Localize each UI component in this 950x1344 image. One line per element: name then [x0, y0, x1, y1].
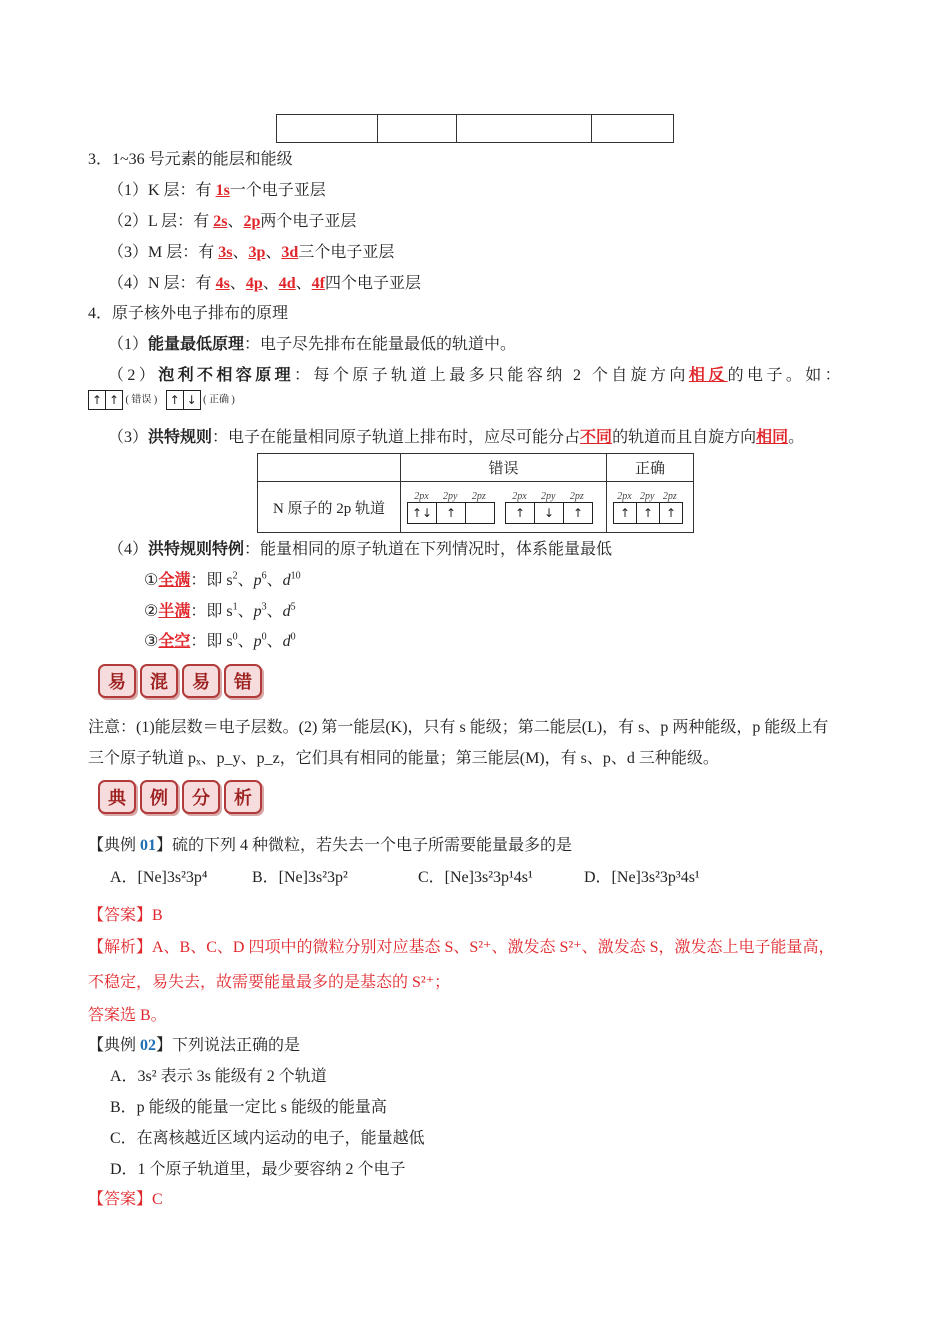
k-layer-line: （1）K 层：有 1s一个电子亚层 [108, 182, 326, 199]
hund-table [257, 453, 694, 533]
l-layer-line: （2）L 层：有 2s、2p两个电子亚层 [108, 213, 357, 230]
header-right: 正确 [607, 454, 694, 482]
wrong-orbital-2: ↑ ↓ ↑ [505, 502, 593, 524]
example2-option-c: C．在离核越近区域内运动的电子，能量越低 [110, 1130, 425, 1147]
section3-title: 3．1~36 号元素的能层和能级 [88, 151, 293, 168]
wrong-orbital-1: ↑↓ ↑ [407, 502, 495, 524]
n-layer-line: （4）N 层：有 4s、4p、4d、4f四个电子亚层 [108, 275, 421, 292]
example1-analysis-2: 不稳定，易失去，故需要能量最多的是基态的 S²⁺； [88, 974, 451, 991]
pauli-right-box: ↑ ↓ [166, 390, 201, 410]
lowest-energy-principle: （1）能量最低原理：电子尽先排布在能量最低的轨道中。 [108, 336, 517, 353]
badge-char: 错 [224, 664, 262, 698]
example2-question: 【典例 02】下列说法正确的是 [88, 1037, 301, 1054]
example1-analysis-3: 答案选 B。 [88, 1007, 167, 1024]
header-wrong: 错误 [401, 454, 607, 482]
row-label: N 原子的 2p 轨道 [258, 482, 401, 533]
pauli-example: ↑ ↑ ( 错误 ) ↑ ↓ ( 正确 ) [88, 390, 235, 410]
example1-analysis-1: 【解析】A、B、C、D 四项中的微粒分别对应基态 S、S²⁺、激发态 S²⁺、激发态 S，激发态上电子能量高， [88, 939, 835, 956]
case-half: ②半满：即 $s^1$、$p^3$、$d^5$ [144, 601, 296, 620]
example2-option-a: A．3s² 表示 3s 能级有 2 个轨道 [110, 1068, 327, 1085]
example2-option-d: D．1 个原子轨道里，最少要容纳 2 个电子 [110, 1161, 406, 1178]
case-full: ①全满：即 $s^2$、$p^6$、$d^{10}$ [144, 570, 301, 589]
note-line-1: 注意：(1)能层数＝电子层数。(2) 第一能层(K)，只有 s 能级；第二能层(L)，有 s、p 两种能级，p 能级上有 [88, 719, 829, 736]
example1-option-b: B．[Ne]3s²3p² [252, 869, 348, 886]
example-analysis-badge [98, 780, 262, 814]
badge-char: 混 [140, 664, 178, 698]
m-layer-line: （3）M 层：有 3s、3p、3d三个电子亚层 [108, 244, 395, 261]
example1-option-a: A．[Ne]3s²3p⁴ [110, 869, 208, 886]
example1-question: 【典例 01】硫的下列 4 种微粒，若失去一个电子所需要能量最多的是 [88, 837, 573, 854]
example1-answer: 【答案】B [88, 907, 163, 924]
badge-char: 易 [98, 664, 136, 698]
hund-special: （4）洪特规则特例：能量相同的原子轨道在下列情况时，体系能量最低 [108, 541, 613, 558]
badge-char: 易 [182, 664, 220, 698]
badge-char: 析 [224, 780, 262, 814]
pauli-principle: （2）泡利不相容原理：每个原子轨道上最多只能容纳 2 个自旋方向相反的电子。如： [108, 367, 845, 384]
badge-char: 分 [182, 780, 220, 814]
example1-option-d: D．[Ne]3s²3p³4s¹ [584, 869, 700, 886]
top-table-fragment [276, 114, 674, 143]
section4-title: 4．原子核外电子排布的原理 [88, 305, 289, 322]
pauli-wrong-box: ↑ ↑ [88, 390, 123, 410]
right-cell: 2px 2py 2pz ↑ ↑ ↑ [607, 482, 694, 533]
hund-rule: （3）洪特规则：电子在能量相同原子轨道上排布时，应尽可能分占不同的轨道而且自旋方向相同。 [108, 429, 805, 446]
badge-char: 例 [140, 780, 178, 814]
badge-char: 典 [98, 780, 136, 814]
right-orbital: ↑ ↑ ↑ [613, 502, 683, 524]
case-empty: ③全空：即 $s^0$、$p^0$、$d^0$ [144, 631, 296, 650]
example1-option-c: C．[Ne]3s²3p¹4s¹ [418, 869, 533, 886]
note-line-2: 三个原子轨道 pₓ、p_y、p_z，它们具有相同的能量；第三能层(M)，有 s、p、d 三种能级。 [88, 750, 719, 767]
wrong-cell: 2px 2py 2pz ↑↓ ↑ 2px 2py 2pz ↑ ↓ ↑ [401, 482, 607, 533]
easy-mistake-badge [98, 664, 262, 698]
example2-option-b: B．p 能级的能量一定比 s 能级的能量高 [110, 1099, 387, 1116]
example2-answer: 【答案】C [88, 1191, 163, 1208]
